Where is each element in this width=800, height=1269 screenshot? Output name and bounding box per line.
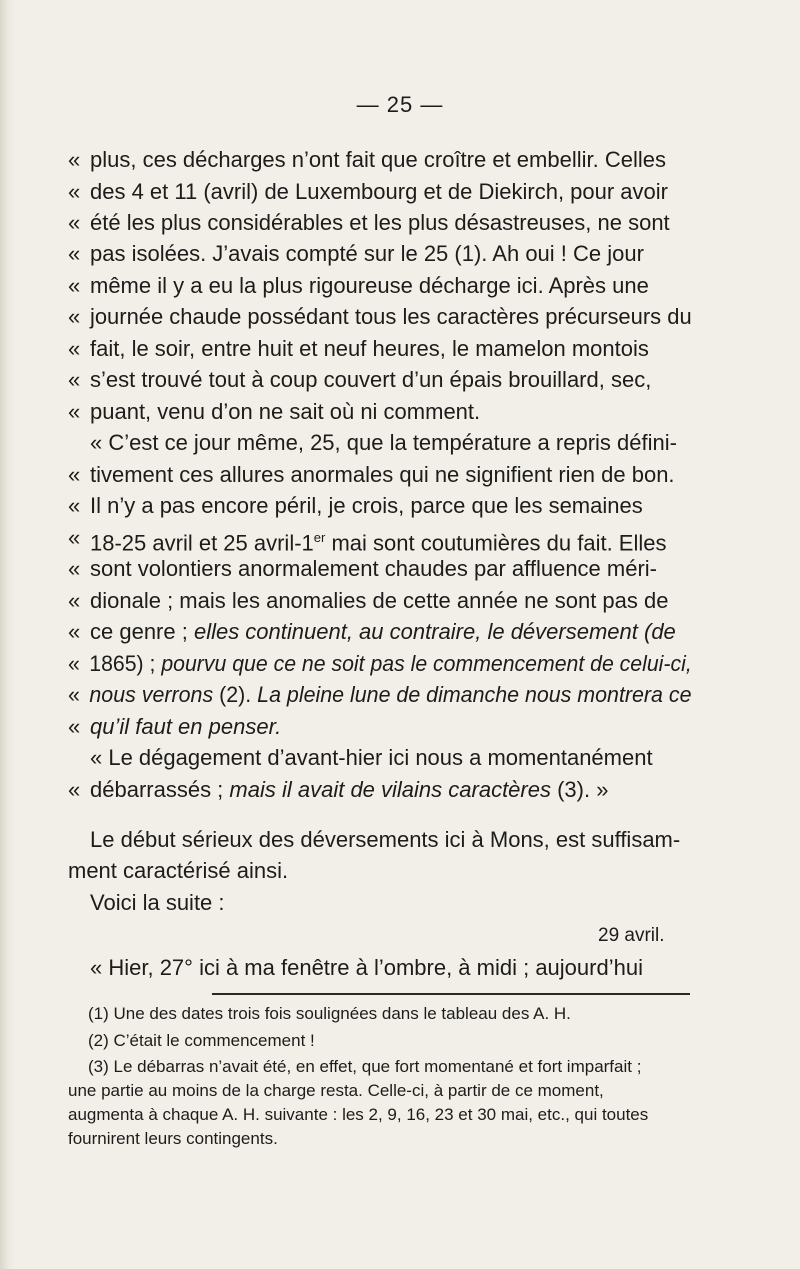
quote-mark: « (68, 777, 81, 802)
quote-mark: « (68, 304, 81, 329)
quote-mark: « (68, 336, 81, 361)
text-line: ment caractérisé ainsi. (68, 858, 289, 883)
footnote-1: (1) Une des dates trois fois soulignées dans le tableau des A. H. (88, 1004, 571, 1023)
quote-mark: « (68, 273, 81, 298)
page-number: — 25 — (356, 92, 444, 117)
footnote-3: (3) Le débarras n’avait été, en effet, que fort momentané et fort imparfait ; (88, 1057, 642, 1076)
quote-mark: « (68, 682, 80, 707)
footnote-3-line: augmenta à chaque A. H. suivante : les 2, 9, 16, 23 et 30 mai, etc., qui toutes (68, 1105, 649, 1124)
footnote-divider (212, 993, 690, 995)
quote-mark: « (68, 714, 81, 739)
quote-mark: « (68, 651, 80, 676)
text-line: Voici la suite : (90, 890, 225, 915)
quote-mark: « (68, 241, 81, 266)
quote-mark: « (68, 462, 81, 487)
quote-mark: « (68, 619, 81, 644)
quote-mark: « (68, 525, 81, 550)
quote-mark: « (68, 367, 81, 392)
footnote-3-line: une partie au moins de la charge resta. Celle-ci, à partir de ce moment, (68, 1081, 604, 1100)
quote-mark: « (68, 399, 81, 424)
page-edge-shadow (0, 0, 14, 1269)
footnote-2: (2) C’était le commencement ! (88, 1031, 315, 1050)
quote-mark: « (68, 210, 81, 235)
quote-mark: « (68, 147, 81, 172)
text-line: Le début sérieux des déversements ici à Mons, est suffisam- (90, 827, 681, 852)
quote-mark: « (68, 493, 81, 518)
book-page: — 25 — « plus, ces décharges n’ont fait que croître et embellir. Celles « des 4 et 11 (avril) de Luxembourg et de Diekirch, pour avoir « été les plus considérables et les plus désastreuses, ne sont « pas isolées. J’avais compté sur le 25 (1). Ah oui ! Ce jour « même il y a eu la plus rigoureuse décharge ici. Après une « journée chaude possédant tous les caractères précurseurs du « fait, le soir, entre huit et neuf heures, le mamelon montois « s’est trouvé tout à coup couvert d’un épais brouillard, sec, « puant, venu d’on ne sait où ni comment. « C’est ce jour même, 25, que la température a repris défini- « tivement ces allures anormales qui ne signifient rien de bon. « Il n’y a pas encore péril, je crois, parce que les semaines « 18-25 avril et 25 avril-1er mai sont coutumières du fait. Elles « sont volontiers anormalement chaudes par affluence méri- « dionale ; mais les anomalies de cette année ne sont pas de « ce genre ; elles continuent, au contraire, le déversement (de « 1865) ; pourvu que ce ne soit pas le commencement de celui-ci, « nous verrons (2). La pleine lune de dimanche nous montrera ce « qu’il faut en penser. « Le dégagement d’avant-hier ici nous a momentanément « débarrassés ; mais il avait de vilains caractères (3). » Le début sérieux des déversements ici à Mons, est suffisam- ment caractérisé ainsi. Voici la suite : 29 avril. « Hier, 27° ici à ma fenêtre à l’ombre, à midi ; aujourd’hui (1) Une des dates trois fois soulignées dans le tableau des A. H. (2) C’était le commencement ! (3) Le débarras n’avait été, en effet, que fort momentané et fort imparfait ; une partie au moins de la charge resta. Celle-ci, à partir de ce moment, augmenta à chaque A. H. suivante : les 2, 9, 16, 23 et 30 mai, etc., qui toutes fournirent leurs contingents. (0, 0, 800, 1269)
text-line: « Hier, 27° ici à ma fenêtre à l’ombre, à midi ; aujourd’hui (90, 955, 643, 980)
quote-mark: « (68, 179, 81, 204)
text-line: « Le dégagement d’avant-hier ici nous a momentanément (90, 745, 653, 770)
footnote-3-line: fournirent leurs contingents. (68, 1129, 278, 1148)
quote-mark: « (68, 588, 81, 613)
date-line: 29 avril. (598, 925, 665, 946)
text-line: « C’est ce jour même, 25, que la température a repris défini- (90, 430, 677, 455)
quote-mark: « (68, 556, 81, 581)
